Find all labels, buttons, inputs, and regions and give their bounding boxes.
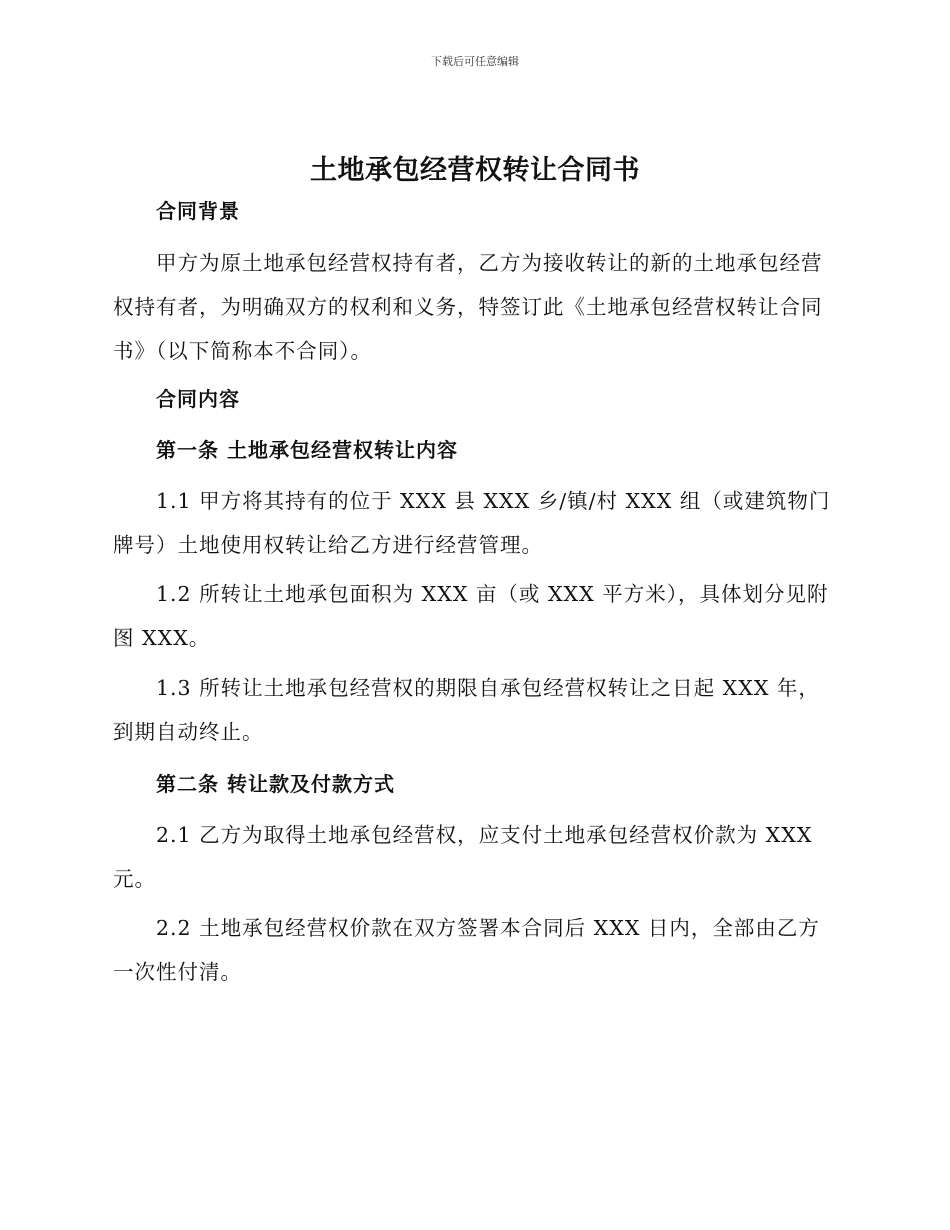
article-2-heading: 第二条 转让款及付款方式 bbox=[156, 772, 395, 796]
header-note: 下载后可任意编辑 bbox=[431, 55, 519, 68]
section-heading-background: 合同背景 bbox=[156, 199, 240, 223]
background-paragraph: 甲方为原土地承包经营权持有者，乙方为接收转让的新的土地承包经营权持有者，为明确双方的权利和义务，特签订此《土地承包经营权转让合同书》（以下简称本不合同）。 bbox=[113, 251, 823, 363]
clause-1-2: 1.2 所转让土地承包面积为 XXX 亩（或 XXX 平方米），具体划分见附图 XXX。 bbox=[113, 582, 829, 650]
clause-1-3: 1.3 所转让土地承包经营权的期限自承包经营权转让之日起 XXX 年，到期自动终止。 bbox=[113, 676, 820, 744]
section-heading-content: 合同内容 bbox=[156, 387, 240, 411]
article-1-heading: 第一条 土地承包经营权转让内容 bbox=[156, 438, 458, 462]
clause-2-2: 2.2 土地承包经营权价款在双方签署本合同后 XXX 日内，全部由乙方一次性付清。 bbox=[113, 916, 820, 984]
clause-2-1: 2.1 乙方为取得土地承包经营权，应支付土地承包经营权价款为 XXX 元。 bbox=[113, 823, 813, 891]
clause-1-1: 1.1 甲方将其持有的位于 XXX 县 XXX 乡/镇/村 XXX 组（或建筑物门牌号）土地使用权转让给乙方进行经营管理。 bbox=[113, 489, 831, 557]
document-title: 土地承包经营权转让合同书 bbox=[310, 155, 640, 186]
